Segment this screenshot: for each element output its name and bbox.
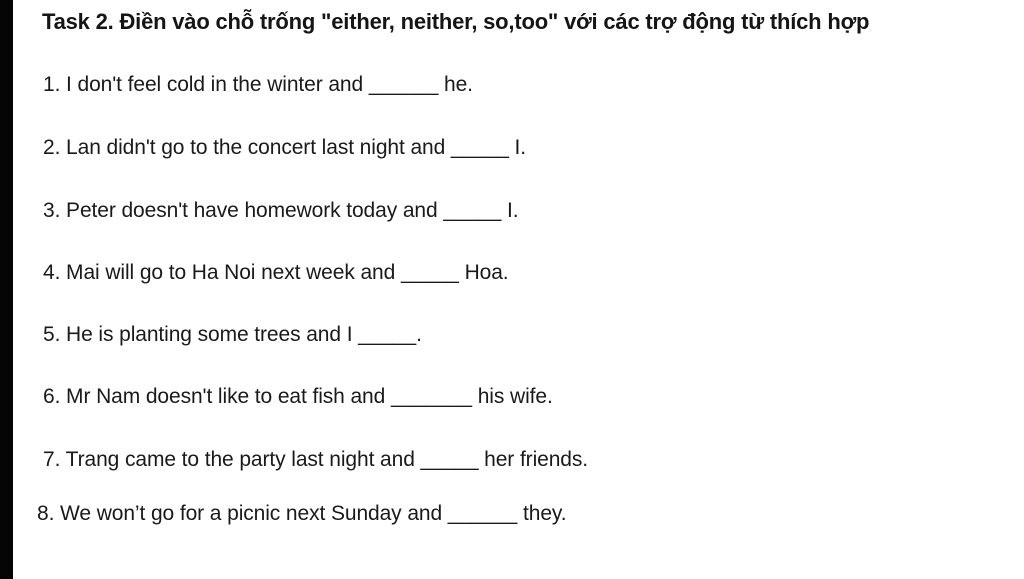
exercise-item-7: 7. Trang came to the party last night and _____ her friends. <box>43 448 589 471</box>
exercise-item-3: 3. Peter doesn't have homework today and _____ I. <box>43 199 519 222</box>
exercise-item-5: 5. He is planting some trees and I _____. <box>43 323 422 346</box>
exercise-item-6: 6. Mr Nam doesn't like to eat fish and _______ his wife. <box>43 385 553 408</box>
exercise-item-4: 4. Mai will go to Ha Noi next week and _____ Hoa. <box>43 261 509 284</box>
exercise-item-2: 2. Lan didn't go to the concert last night and _____ I. <box>43 136 527 159</box>
exercise-item-1: 1. I don't feel cold in the winter and ______ he. <box>43 73 473 96</box>
exercise-item-8: 8. We won’t go for a picnic next Sunday and ______ they. <box>37 502 567 525</box>
left-border-bar <box>0 0 13 579</box>
task-title: Task 2. Điền vào chỗ trống "either, neither, so,too" với các trợ động từ thích hợp <box>42 9 870 34</box>
worksheet <box>13 0 1024 579</box>
